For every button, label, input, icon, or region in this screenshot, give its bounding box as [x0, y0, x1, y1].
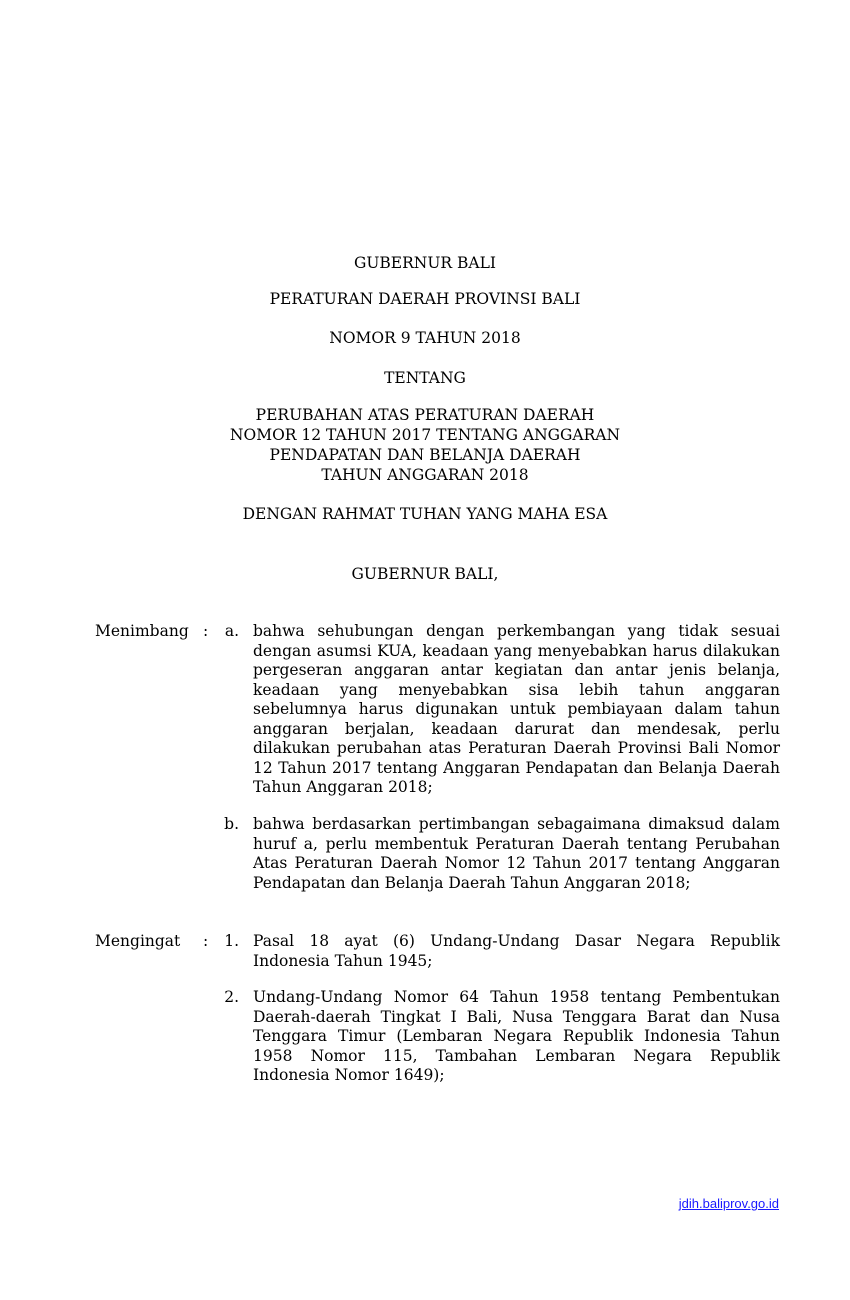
rahmat-line: DENGAN RAHMAT TUHAN YANG MAHA ESA — [242, 505, 608, 523]
regulation-number: NOMOR 9 TAHUN 2018 — [329, 329, 521, 347]
title-line: PENDAPATAN DAN BELANJA DAERAH — [269, 446, 581, 464]
regulation-type: PERATURAN DAERAH PROVINSI BALI — [269, 290, 581, 308]
item-text: Pasal 18 ayat (6) Undang-Undang Dasar Negara Republik Indonesia Tahun 1945; — [253, 932, 780, 970]
item-text: Undang-Undang Nomor 64 Tahun 1958 tentang Pembentukan Daerah-daerah Tingkat I Bali, Nusa Tenggara Barat dan Nusa Tenggara Timur (Lembaran Negara Republik Indonesia Tahun 1958 Nomor 115, Tambahan Lembaran Negara Republik Indonesia Nomor 1649); — [253, 988, 780, 1084]
item-text: bahwa berdasarkan pertimbangan sebagaimana dimaksud dalam huruf a, perlu membentuk Peraturan Daerah tentang Perubahan Atas Peraturan Daerah Nomor 12 Tahun 2017 tentang Anggaran Pendapatan dan Belanja Daerah Tahun Anggaran 2018; — [253, 815, 780, 892]
item-marker: a. — [224, 622, 239, 640]
item-marker: 2. — [224, 988, 239, 1006]
mengingat-label: Mengingat — [95, 932, 181, 950]
menimbang-label: Menimbang — [95, 622, 189, 640]
regulation-title — [0, 405, 850, 485]
tentang-heading: TENTANG — [384, 369, 466, 387]
item-text: bahwa sehubungan dengan perkembangan yang tidak sesuai dengan asumsi KUA, keadaan yang menyebabkan harus dilakukan pergeseran anggaran antar kegiatan dan antar jenis belanja, keadaan yang menyebabkan sisa lebih tahun anggaran sebelumnya harus digunakan untuk pembiayaan dalam tahun anggaran berjalan, keadaan darurat dan mendesak, perlu dilakukan perubahan atas Peraturan Daerah Provinsi Bali Nomor 12 Tahun 2017 tentang Anggaran Pendapatan dan Belanja Daerah Tahun Anggaran 2018; — [253, 622, 780, 796]
title-line: NOMOR 12 TAHUN 2017 TENTANG ANGGARAN — [229, 426, 621, 444]
mengingat-colon: : — [203, 932, 209, 950]
item-marker: b. — [224, 815, 239, 833]
issuer-heading: GUBERNUR BALI — [353, 254, 497, 272]
title-line: PERUBAHAN ATAS PERATURAN DAERAH — [255, 406, 595, 424]
gubernur-line: GUBERNUR BALI, — [351, 565, 499, 583]
menimbang-colon: : — [203, 622, 209, 640]
source-link[interactable]: jdih.baliprov.go.id — [678, 1196, 779, 1211]
title-line: TAHUN ANGGARAN 2018 — [321, 466, 529, 484]
item-marker: 1. — [224, 932, 239, 950]
